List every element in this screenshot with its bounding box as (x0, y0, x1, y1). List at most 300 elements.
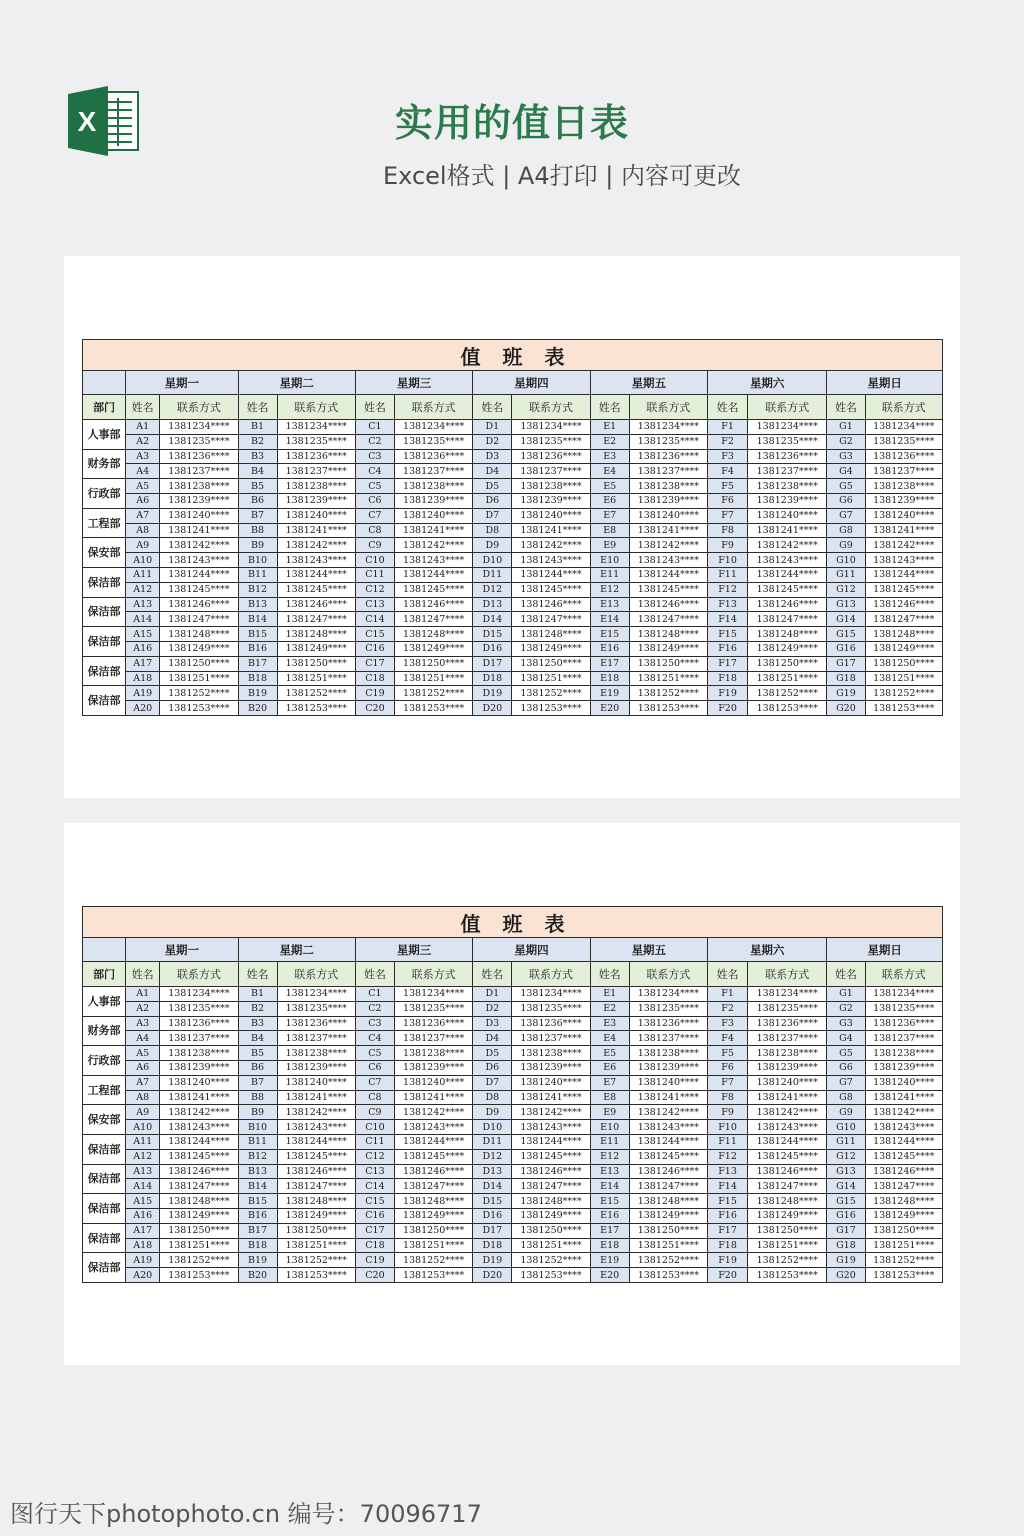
phone-cell: 1381253**** (160, 1268, 238, 1283)
phone-cell: 1381253**** (748, 701, 827, 716)
name-cell: G3 (827, 449, 865, 464)
contact-header: 联系方式 (629, 395, 707, 420)
phone-cell: 1381248**** (865, 627, 943, 642)
phone-cell: 1381247**** (865, 612, 943, 627)
contact-header: 联系方式 (512, 962, 590, 987)
phone-cell: 1381249**** (395, 1208, 473, 1223)
phone-cell: 1381240**** (160, 508, 238, 523)
name-cell: D4 (473, 464, 512, 479)
name-cell: A12 (126, 1149, 160, 1164)
table-row (83, 671, 943, 686)
name-cell: G16 (827, 641, 865, 656)
name-cell: B12 (238, 1149, 277, 1164)
name-cell: B15 (238, 1194, 277, 1209)
name-cell: G15 (827, 627, 865, 642)
phone-cell: 1381238**** (865, 1046, 943, 1061)
name-cell: B15 (238, 627, 277, 642)
phone-cell: 1381234**** (865, 987, 943, 1002)
phone-cell: 1381237**** (629, 1031, 707, 1046)
phone-cell: 1381246**** (748, 597, 827, 612)
dept-cell: 保安部 (83, 1105, 126, 1135)
name-cell: A11 (126, 567, 160, 582)
phone-cell: 1381235**** (160, 434, 238, 449)
name-cell: F8 (708, 1090, 748, 1105)
phone-cell: 1381243**** (395, 553, 473, 568)
name-cell: F16 (708, 641, 748, 656)
phone-cell: 1381253**** (865, 701, 943, 716)
name-cell: D7 (473, 1075, 512, 1090)
phone-cell: 1381251**** (748, 671, 827, 686)
name-cell: C15 (355, 627, 394, 642)
phone-cell: 1381248**** (395, 627, 473, 642)
name-cell: E7 (590, 1075, 629, 1090)
phone-cell: 1381234**** (160, 987, 238, 1002)
phone-cell: 1381244**** (629, 1134, 707, 1149)
phone-cell: 1381237**** (395, 1031, 473, 1046)
name-cell: G15 (827, 1194, 865, 1209)
phone-cell: 1381248**** (748, 1194, 827, 1209)
phone-cell: 1381249**** (865, 1208, 943, 1223)
phone-cell: 1381236**** (748, 1016, 827, 1031)
name-cell: F5 (708, 479, 748, 494)
dept-cell: 工程部 (83, 508, 126, 538)
phone-cell: 1381251**** (277, 1238, 355, 1253)
day-header: 星期六 (708, 371, 827, 395)
name-cell: D16 (473, 1208, 512, 1223)
phone-cell: 1381243**** (395, 1120, 473, 1135)
name-cell: E20 (590, 701, 629, 716)
contact-header: 联系方式 (748, 962, 827, 987)
table-row (83, 1149, 943, 1164)
phone-cell: 1381253**** (512, 701, 590, 716)
name-cell: E11 (590, 1134, 629, 1149)
name-cell: G10 (827, 553, 865, 568)
phone-cell: 1381244**** (160, 567, 238, 582)
table-row (83, 582, 943, 597)
phone-cell: 1381246**** (748, 1164, 827, 1179)
name-cell: B16 (238, 1208, 277, 1223)
table-row (83, 1223, 943, 1238)
name-cell: F13 (708, 1164, 748, 1179)
name-cell: F15 (708, 627, 748, 642)
name-cell: A11 (126, 1134, 160, 1149)
phone-cell: 1381250**** (865, 656, 943, 671)
phone-cell: 1381246**** (277, 1164, 355, 1179)
name-cell: E11 (590, 567, 629, 582)
name-cell: B8 (238, 1090, 277, 1105)
name-header: 姓名 (238, 395, 277, 420)
name-cell: B12 (238, 582, 277, 597)
phone-cell: 1381234**** (748, 420, 827, 435)
phone-cell: 1381246**** (865, 1164, 943, 1179)
name-cell: A13 (126, 1164, 160, 1179)
name-cell: C12 (355, 1149, 394, 1164)
name-cell: D15 (473, 627, 512, 642)
phone-cell: 1381236**** (865, 1016, 943, 1031)
dept-cell: 保洁部 (83, 627, 126, 657)
phone-cell: 1381249**** (748, 641, 827, 656)
name-cell: C9 (355, 1105, 394, 1120)
name-cell: F11 (708, 1134, 748, 1149)
phone-cell: 1381248**** (277, 627, 355, 642)
phone-cell: 1381247**** (277, 612, 355, 627)
name-cell: F20 (708, 701, 748, 716)
phone-cell: 1381235**** (748, 1001, 827, 1016)
name-cell: G16 (827, 1208, 865, 1223)
name-cell: G3 (827, 1016, 865, 1031)
name-cell: D8 (473, 523, 512, 538)
contact-header: 联系方式 (160, 962, 238, 987)
name-cell: B9 (238, 1105, 277, 1120)
duty-table (82, 906, 943, 1283)
phone-cell: 1381240**** (865, 1075, 943, 1090)
table-row (83, 523, 943, 538)
name-cell: E1 (590, 420, 629, 435)
name-cell: E17 (590, 1223, 629, 1238)
name-cell: F8 (708, 523, 748, 538)
phone-cell: 1381253**** (865, 1268, 943, 1283)
phone-cell: 1381252**** (748, 686, 827, 701)
phone-cell: 1381234**** (277, 987, 355, 1002)
phone-cell: 1381240**** (512, 1075, 590, 1090)
name-cell: B11 (238, 567, 277, 582)
phone-cell: 1381234**** (629, 987, 707, 1002)
name-cell: F4 (708, 1031, 748, 1046)
name-cell: E8 (590, 1090, 629, 1105)
name-cell: B2 (238, 1001, 277, 1016)
table-row (83, 464, 943, 479)
phone-cell: 1381251**** (160, 671, 238, 686)
phone-cell: 1381239**** (512, 493, 590, 508)
dept-cell: 行政部 (83, 479, 126, 509)
name-cell: A16 (126, 1208, 160, 1223)
phone-cell: 1381236**** (277, 1016, 355, 1031)
phone-cell: 1381249**** (277, 1208, 355, 1223)
phone-cell: 1381252**** (277, 1253, 355, 1268)
phone-cell: 1381238**** (629, 1046, 707, 1061)
name-cell: F14 (708, 612, 748, 627)
table-row (83, 987, 943, 1002)
contact-header: 联系方式 (160, 395, 238, 420)
phone-cell: 1381240**** (277, 1075, 355, 1090)
name-header: 姓名 (827, 395, 865, 420)
name-cell: C2 (355, 434, 394, 449)
dept-cell: 财务部 (83, 449, 126, 479)
name-cell: B8 (238, 523, 277, 538)
table-row (83, 1016, 943, 1031)
phone-cell: 1381248**** (865, 1194, 943, 1209)
phone-cell: 1381246**** (277, 597, 355, 612)
phone-cell: 1381241**** (277, 523, 355, 538)
contact-header: 联系方式 (748, 395, 827, 420)
name-cell: D12 (473, 1149, 512, 1164)
name-cell: B14 (238, 612, 277, 627)
phone-cell: 1381251**** (865, 1238, 943, 1253)
phone-cell: 1381242**** (865, 1105, 943, 1120)
name-cell: A7 (126, 508, 160, 523)
phone-cell: 1381239**** (865, 1060, 943, 1075)
name-cell: D3 (473, 1016, 512, 1031)
phone-cell: 1381247**** (748, 612, 827, 627)
name-cell: B10 (238, 553, 277, 568)
name-cell: C1 (355, 987, 394, 1002)
name-cell: E3 (590, 449, 629, 464)
phone-cell: 1381239**** (629, 493, 707, 508)
phone-cell: 1381244**** (865, 567, 943, 582)
phone-cell: 1381235**** (629, 1001, 707, 1016)
name-cell: A9 (126, 538, 160, 553)
phone-cell: 1381243**** (748, 1120, 827, 1135)
name-cell: G17 (827, 1223, 865, 1238)
name-cell: F6 (708, 1060, 748, 1075)
phone-cell: 1381244**** (748, 1134, 827, 1149)
name-cell: D2 (473, 1001, 512, 1016)
name-cell: B13 (238, 1164, 277, 1179)
name-cell: C12 (355, 582, 394, 597)
name-cell: B5 (238, 479, 277, 494)
table-row (83, 1031, 943, 1046)
name-cell: A20 (126, 1268, 160, 1283)
phone-cell: 1381245**** (629, 582, 707, 597)
name-cell: F17 (708, 1223, 748, 1238)
phone-cell: 1381252**** (629, 686, 707, 701)
name-cell: D7 (473, 508, 512, 523)
day-header-row (83, 938, 943, 962)
dept-cell: 人事部 (83, 420, 126, 450)
name-cell: B4 (238, 464, 277, 479)
name-cell: E15 (590, 1194, 629, 1209)
name-cell: F3 (708, 449, 748, 464)
name-cell: G10 (827, 1120, 865, 1135)
name-header: 姓名 (355, 962, 394, 987)
phone-cell: 1381237**** (865, 1031, 943, 1046)
name-cell: C19 (355, 686, 394, 701)
name-cell: F9 (708, 1105, 748, 1120)
day-header: 星期日 (827, 371, 943, 395)
phone-cell: 1381246**** (160, 1164, 238, 1179)
phone-cell: 1381242**** (748, 1105, 827, 1120)
phone-cell: 1381245**** (748, 582, 827, 597)
phone-cell: 1381241**** (160, 1090, 238, 1105)
name-cell: G13 (827, 597, 865, 612)
phone-cell: 1381237**** (160, 464, 238, 479)
name-cell: C13 (355, 597, 394, 612)
phone-cell: 1381235**** (512, 1001, 590, 1016)
phone-cell: 1381239**** (277, 493, 355, 508)
table-row (83, 508, 943, 523)
name-cell: F2 (708, 1001, 748, 1016)
name-cell: F20 (708, 1268, 748, 1283)
name-cell: A6 (126, 1060, 160, 1075)
name-cell: A9 (126, 1105, 160, 1120)
name-cell: B9 (238, 538, 277, 553)
phone-cell: 1381246**** (395, 1164, 473, 1179)
name-cell: E4 (590, 464, 629, 479)
name-cell: E2 (590, 1001, 629, 1016)
phone-cell: 1381253**** (277, 701, 355, 716)
name-cell: G18 (827, 1238, 865, 1253)
excel-icon-letter: X (77, 106, 97, 137)
phone-cell: 1381239**** (748, 493, 827, 508)
phone-cell: 1381238**** (748, 1046, 827, 1061)
name-cell: C13 (355, 1164, 394, 1179)
phone-cell: 1381252**** (512, 1253, 590, 1268)
name-cell: E19 (590, 1253, 629, 1268)
phone-cell: 1381243**** (277, 553, 355, 568)
name-cell: E8 (590, 523, 629, 538)
sheet-panel-1 (64, 256, 960, 798)
name-cell: F5 (708, 1046, 748, 1061)
name-cell: A17 (126, 1223, 160, 1238)
phone-cell: 1381241**** (865, 1090, 943, 1105)
name-cell: C14 (355, 1179, 394, 1194)
name-cell: G19 (827, 686, 865, 701)
dept-cell: 保洁部 (83, 686, 126, 716)
name-cell: F10 (708, 553, 748, 568)
phone-cell: 1381238**** (277, 1046, 355, 1061)
name-cell: E6 (590, 493, 629, 508)
phone-cell: 1381237**** (277, 1031, 355, 1046)
name-cell: A1 (126, 987, 160, 1002)
phone-cell: 1381234**** (748, 987, 827, 1002)
name-cell: D5 (473, 1046, 512, 1061)
empty-corner-cell (83, 938, 126, 962)
phone-cell: 1381243**** (748, 553, 827, 568)
phone-cell: 1381248**** (629, 1194, 707, 1209)
phone-cell: 1381252**** (160, 1253, 238, 1268)
day-header: 星期日 (827, 938, 943, 962)
table-row (83, 1253, 943, 1268)
name-cell: F18 (708, 1238, 748, 1253)
day-header: 星期四 (473, 938, 590, 962)
table-row (83, 1001, 943, 1016)
phone-cell: 1381239**** (160, 1060, 238, 1075)
name-cell: D2 (473, 434, 512, 449)
phone-cell: 1381252**** (865, 686, 943, 701)
phone-cell: 1381239**** (865, 493, 943, 508)
sheet-panel-2 (64, 823, 960, 1365)
table-title-row (83, 907, 943, 938)
name-cell: B3 (238, 449, 277, 464)
name-cell: G17 (827, 656, 865, 671)
phone-cell: 1381243**** (629, 553, 707, 568)
phone-cell: 1381241**** (512, 523, 590, 538)
name-cell: E16 (590, 1208, 629, 1223)
phone-cell: 1381236**** (395, 449, 473, 464)
phone-cell: 1381235**** (865, 434, 943, 449)
table-row (83, 1268, 943, 1283)
phone-cell: 1381245**** (160, 1149, 238, 1164)
phone-cell: 1381241**** (748, 1090, 827, 1105)
name-header: 姓名 (126, 395, 160, 420)
phone-cell: 1381247**** (395, 1179, 473, 1194)
table-row (83, 479, 943, 494)
phone-cell: 1381247**** (395, 612, 473, 627)
name-cell: B3 (238, 1016, 277, 1031)
name-cell: D18 (473, 671, 512, 686)
phone-cell: 1381243**** (160, 1120, 238, 1135)
name-cell: F12 (708, 1149, 748, 1164)
phone-cell: 1381250**** (629, 1223, 707, 1238)
table-title: 值班表 (83, 340, 943, 371)
name-cell: B6 (238, 493, 277, 508)
name-cell: E12 (590, 1149, 629, 1164)
phone-cell: 1381250**** (512, 656, 590, 671)
name-cell: D14 (473, 612, 512, 627)
phone-cell: 1381248**** (395, 1194, 473, 1209)
phone-cell: 1381236**** (865, 449, 943, 464)
name-cell: E5 (590, 1046, 629, 1061)
table-row (83, 1046, 943, 1061)
name-cell: D13 (473, 597, 512, 612)
name-cell: A16 (126, 641, 160, 656)
phone-cell: 1381237**** (512, 1031, 590, 1046)
phone-cell: 1381251**** (160, 1238, 238, 1253)
name-cell: A10 (126, 1120, 160, 1135)
day-header-row (83, 371, 943, 395)
footer-watermark: 图行天下photophoto.cn 编号：70096717 (10, 1500, 482, 1528)
phone-cell: 1381248**** (160, 1194, 238, 1209)
phone-cell: 1381243**** (512, 1120, 590, 1135)
phone-cell: 1381245**** (512, 1149, 590, 1164)
name-cell: A19 (126, 686, 160, 701)
phone-cell: 1381241**** (160, 523, 238, 538)
name-header: 姓名 (708, 962, 748, 987)
name-cell: A8 (126, 523, 160, 538)
name-cell: E14 (590, 1179, 629, 1194)
name-cell: B1 (238, 987, 277, 1002)
name-cell: C2 (355, 1001, 394, 1016)
day-header: 星期二 (238, 371, 355, 395)
name-cell: B2 (238, 434, 277, 449)
phone-cell: 1381240**** (629, 1075, 707, 1090)
name-cell: E4 (590, 1031, 629, 1046)
phone-cell: 1381235**** (865, 1001, 943, 1016)
phone-cell: 1381248**** (748, 627, 827, 642)
name-cell: F15 (708, 1194, 748, 1209)
phone-cell: 1381245**** (277, 1149, 355, 1164)
name-cell: A8 (126, 1090, 160, 1105)
phone-cell: 1381249**** (277, 641, 355, 656)
phone-cell: 1381241**** (629, 1090, 707, 1105)
name-cell: G7 (827, 1075, 865, 1090)
phone-cell: 1381250**** (277, 1223, 355, 1238)
table-row (83, 1120, 943, 1135)
dept-cell: 保洁部 (83, 597, 126, 627)
name-cell: C9 (355, 538, 394, 553)
phone-cell: 1381236**** (395, 1016, 473, 1031)
name-cell: A2 (126, 1001, 160, 1016)
phone-cell: 1381237**** (629, 464, 707, 479)
phone-cell: 1381252**** (395, 686, 473, 701)
name-cell: C11 (355, 1134, 394, 1149)
table-row (83, 597, 943, 612)
phone-cell: 1381246**** (512, 1164, 590, 1179)
name-cell: E6 (590, 1060, 629, 1075)
name-cell: E20 (590, 1268, 629, 1283)
table-row (83, 493, 943, 508)
phone-cell: 1381236**** (512, 1016, 590, 1031)
table-row (83, 701, 943, 716)
name-cell: G20 (827, 701, 865, 716)
phone-cell: 1381238**** (748, 479, 827, 494)
name-cell: G5 (827, 1046, 865, 1061)
phone-cell: 1381241**** (395, 523, 473, 538)
table-row (83, 1238, 943, 1253)
name-cell: F16 (708, 1208, 748, 1223)
day-header: 星期三 (355, 371, 472, 395)
contact-header: 联系方式 (629, 962, 707, 987)
